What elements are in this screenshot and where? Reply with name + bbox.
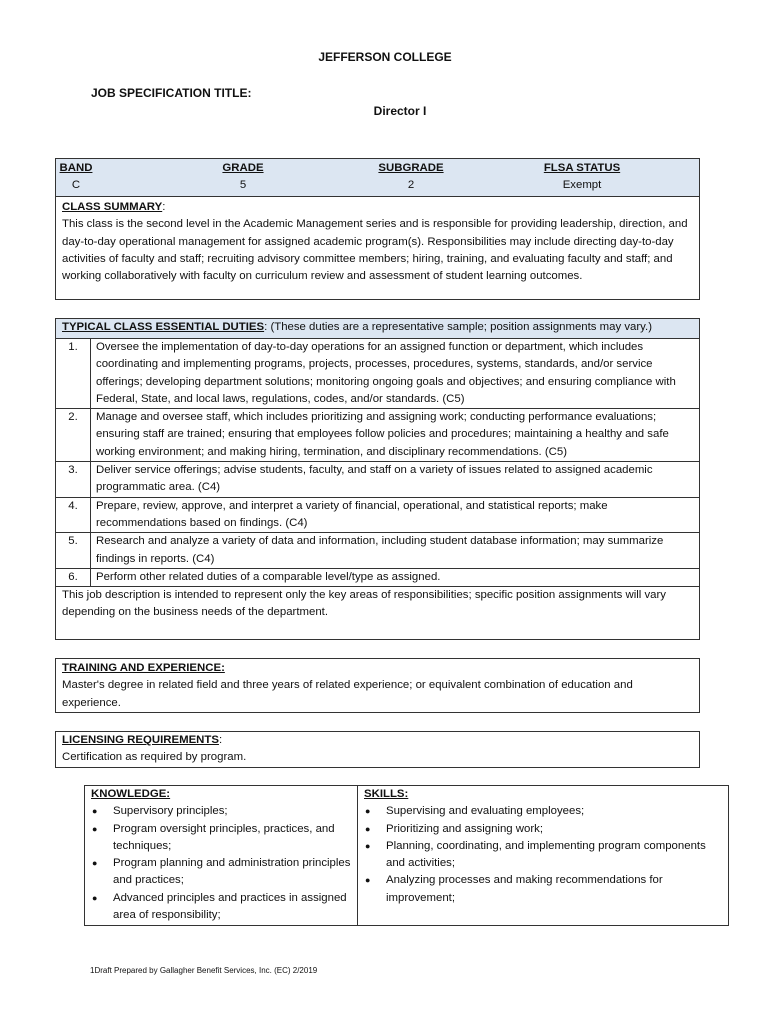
- duty-number: 3.: [56, 462, 91, 497]
- knowledge-item: ● Supervisory principles;: [91, 803, 351, 820]
- training-text: Master's degree in related field and three years of related experience; or equivalent combination of education and experience.: [62, 679, 633, 709]
- duty-row: [56, 498, 699, 534]
- band-table: [55, 158, 700, 300]
- subgrade-header: SUBGRADE: [378, 162, 444, 174]
- duties-subheading: : (These duties are a representative sample; position assignments may vary.): [264, 321, 652, 333]
- duty-text: Perform other related duties of a comparable level/type as assigned.: [96, 570, 441, 583]
- skills-item: ● Supervising and evaluating employees;: [364, 803, 722, 820]
- flsa-value: Exempt: [562, 179, 602, 192]
- duty-text: Manage and oversee staff, which includes prioritizing and assigning work; conducting performance evaluations; ensuring staff are trained; ensuring that employees follow policies and procedures; maintaining a healthy and safe working environment; and making hiring, termination, and disciplinary recommendations. (C5): [96, 411, 669, 458]
- duty-text: Deliver service offerings; advise students, faculty, and staff on a variety of issues related to assigned academic programmatic area. (C4): [96, 464, 653, 494]
- training-section: [55, 658, 700, 713]
- job-spec-label: JOB SPECIFICATION TITLE:: [91, 86, 252, 100]
- duty-text: Prepare, review, approve, and interpret a variety of financial, operational, and statistical reports; make recommendations based on findings. (C4): [96, 499, 608, 529]
- duties-heading: TYPICAL CLASS ESSENTIAL DUTIES: [62, 321, 265, 333]
- knowledge-item: ● Program oversight principles, practices, and techniques;: [91, 821, 351, 856]
- class-summary-text: This class is the second level in the Academic Management series and is responsible for providing leadership, direction, and day-to-day operational management for assigned academic program(s). Responsibilities may include directing day-to-day activities of faculty and staff; recruiting advisory committee members; hiring, training, and evaluating faculty and staff; and working collaboratively with faculty on curriculum review and assessment of student learning outcomes.: [62, 218, 688, 283]
- duty-row: [56, 339, 699, 409]
- knowledge-skills-table: [84, 785, 729, 926]
- duty-row: [56, 409, 699, 462]
- duties-note: This job description is intended to represent only the key areas of responsibilities; specific position assignments will vary depending on the business needs of the department.: [62, 589, 666, 619]
- duty-text: Research and analyze a variety of data and information, including student database information; may summarize findings in reports. (C4): [96, 535, 664, 565]
- grade-value: 5: [239, 179, 247, 192]
- job-spec-title: Director I: [373, 104, 427, 118]
- grade-header: GRADE: [222, 162, 264, 174]
- footer-note: 1Draft Prepared by Gallagher Benefit Services, Inc. (EC) 2/2019: [90, 966, 318, 975]
- band-column: [56, 160, 96, 195]
- duty-row: [56, 533, 699, 569]
- duty-number: 4.: [56, 498, 91, 533]
- duty-number: 6.: [56, 569, 91, 586]
- duties-table: [55, 318, 700, 640]
- band-header-row: [56, 159, 699, 197]
- knowledge-item: ● Program planning and administration principles and practices;: [91, 855, 351, 890]
- licensing-text: Certification as required by program.: [62, 751, 247, 764]
- skills-list: [364, 803, 722, 907]
- knowledge-column: [85, 786, 358, 925]
- flsa-column: [526, 160, 638, 195]
- band-header: BAND: [59, 162, 93, 174]
- duty-number: 1.: [56, 339, 91, 408]
- licensing-heading: LICENSING REQUIREMENTS: [62, 734, 219, 746]
- skills-heading: SKILLS:: [364, 788, 409, 800]
- skills-item: ● Analyzing processes and making recommendations for improvement;: [364, 872, 722, 907]
- band-value: C: [71, 179, 81, 192]
- class-summary-heading: CLASS SUMMARY: [62, 201, 163, 213]
- class-summary: CLASS SUMMARY: This class is the second level in the Academic Management series and is responsible for providing leadership, direction, and day-to-day operational management for assigned academic program(s). Responsibilities may include directing day-to-day activities of faculty and staff; recruiting advisory committee members; hiring, training, and evaluating faculty and staff; and working collaboratively with faculty on curriculum review and assessment of student learning outcomes.: [56, 197, 699, 287]
- subgrade-value: 2: [407, 179, 415, 192]
- knowledge-list: [91, 803, 351, 924]
- duty-number: 2.: [56, 409, 91, 461]
- duty-row: [56, 569, 699, 587]
- knowledge-item: ● Advanced principles and practices in assigned area of responsibility;: [91, 890, 351, 925]
- college-name: JEFFERSON COLLEGE: [318, 50, 452, 64]
- duties-header: [56, 319, 699, 339]
- duty-row: [56, 462, 699, 498]
- licensing-section: [55, 731, 700, 768]
- flsa-header: FLSA STATUS: [543, 162, 621, 174]
- licensing-colon: :: [218, 734, 223, 746]
- knowledge-heading: KNOWLEDGE:: [91, 788, 171, 800]
- subgrade-column: [366, 160, 456, 195]
- training-heading: TRAINING AND EXPERIENCE:: [62, 662, 225, 674]
- duty-text: Oversee the implementation of day-to-day operations for an assigned function or department, which includes coordinating and implementing programs, projects, processes, procedures, systems, standards, and/or service offerings; developing department solutions; monitoring ongoing goals and objectives; and ensuring compliance with Federal, State, and local laws, regulations, codes, and/or standards. (C5): [96, 341, 676, 405]
- skills-item: ● Prioritizing and assigning work;: [364, 821, 722, 838]
- skills-column: [358, 786, 728, 925]
- skills-item: ● Planning, coordinating, and implementing program components and activities;: [364, 838, 722, 873]
- grade-column: [206, 160, 280, 195]
- duty-number: 5.: [56, 533, 91, 568]
